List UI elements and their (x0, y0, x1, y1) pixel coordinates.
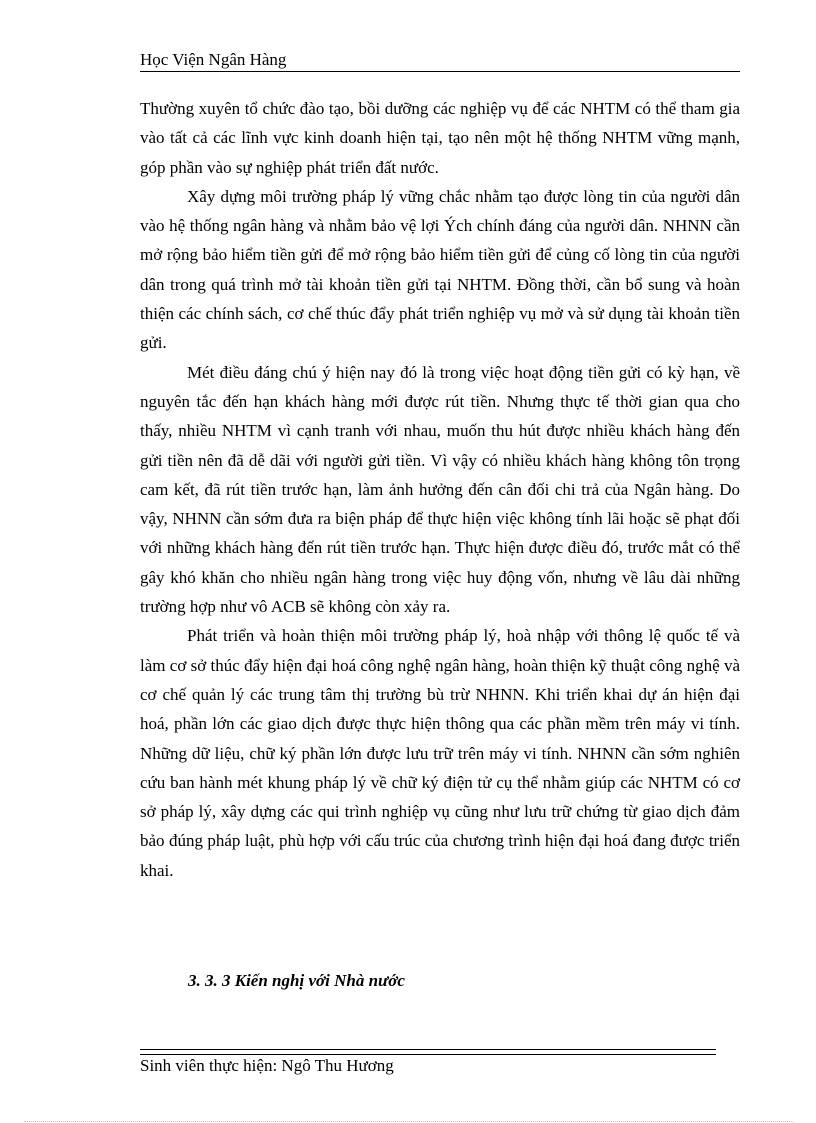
paragraph-3: Mét điều đáng chú ý hiện nay đó là trong việc hoạt động tiền gửi có kỳ hạn, về nguyên tắc đến hạn khách hàng mới được rút tiền. Nhưng thực tế thời gian qua cho thấy, nhiều NHTM vì cạnh tranh với nhau, muốn thu hút được nhiều khách hàng đến gửi tiền nên đã dễ dãi với người gửi tiền. Vì vậy có nhiều khách hàng không tôn trọng cam kết, đã rút tiền trước hạn, làm ảnh hưởng đến cân đối chi trả của Ngân hàng. Do vậy, NHNN cần sớm đưa ra biện pháp để thực hiện việc không tính lãi hoặc sẽ phạt đối với những khách hàng đến rút tiền trước hạn. Thực hiện được điều đó, trước mắt có thể gây khó khăn cho nhiều ngân hàng trong việc huy động vốn, nhưng về lâu dài những trường hợp như vô ACB sẽ không còn xảy ra. (140, 362, 740, 617)
header-divider (140, 71, 740, 72)
footer-author: Sinh viên thực hiện: Ngô Thu Hương (140, 1056, 394, 1075)
page-header-title: Học Viện Ngân Hàng (140, 50, 287, 69)
paragraph-4: Phát triển và hoàn thiện môi trường pháp lý, hoà nhập với thông lệ quốc tế và làm cơ sở thúc đẩy hiện đại hoá công nghệ ngân hàng, hoàn thiện kỹ thuật công nghệ và cơ chế quản lý các trung tâm thị trường bù trừ NHNN. Khi triển khai dự án hiện đại hoá, phần lớn các giao dịch được thực hiện thông qua các phần mềm trên máy vi tính. Những dữ liệu, chữ ký phần lớn được lưu trữ trên máy vi tính. NHNN cần sớm nghiên cứu ban hành mét khung pháp lý về chữ ký điện tử cụ thể nhằm giúp các NHTM có cơ sở pháp lý, xây dựng các qui trình nghiệp vụ cũng như lưu trữ chứng từ giao dịch đảm bảo đúng pháp luật, phù hợp với cấu trúc của chương trình hiện đại hoá đang được triển khai. (140, 626, 740, 880)
page-bottom-edge (24, 1121, 794, 1122)
paragraph-1: Thường xuyên tổ chức đào tạo, bồi dưỡng các nghiệp vụ để các NHTM có thể tham gia vào tất cả các lĩnh vực kinh doanh hiện tại, tạo nên một hệ thống NHTM vững mạnh, góp phần vào sự nghiệp phát triển đất nước. (140, 99, 740, 177)
document-body (140, 94, 740, 885)
section-heading: 3. 3. 3 Kiến nghị với Nhà nước (188, 971, 405, 990)
paragraph-2: Xây dựng môi trường pháp lý vững chắc nhằm tạo được lòng tin của người dân vào hệ thống ngân hàng và nhằm bảo vệ lợi Ých chính đáng của người dân. NHNN cần mở rộng bảo hiểm tiền gửi để mở rộng bảo hiểm tiền gửi để củng cố lòng tin của người dân trong quá trình mở tài khoản tiền gửi tại NHTM. Đồng thời, cần bổ sung và hoàn thiện các chính sách, cơ chế thúc đẩy phát triển nghiệp vụ mở và sử dụng tài khoản tiền gửi. (140, 186, 740, 353)
